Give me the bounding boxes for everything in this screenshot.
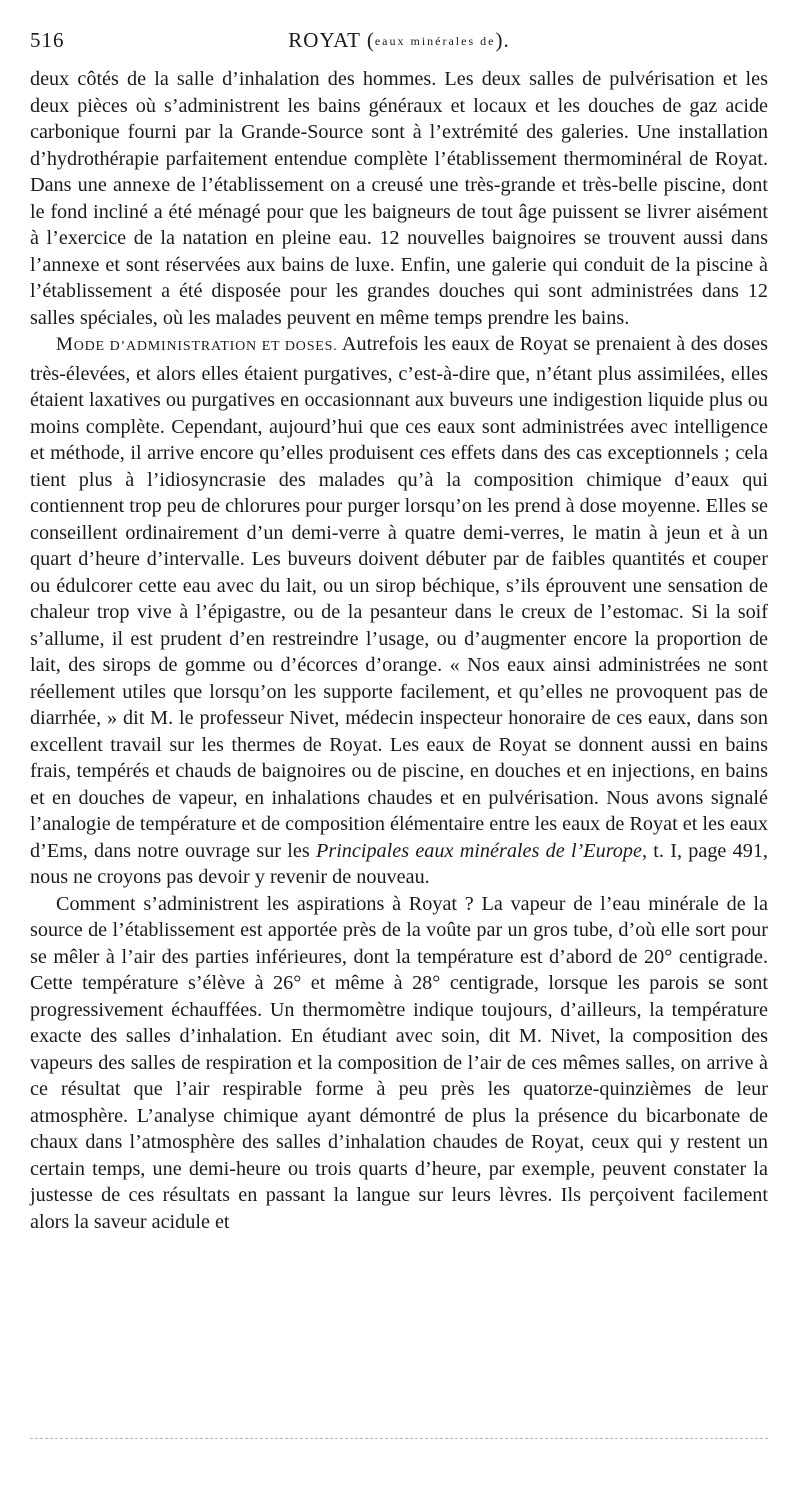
bottom-rule — [30, 1438, 768, 1439]
section-heading — [56, 334, 338, 355]
page-number: 516 — [30, 28, 65, 52]
paragraph-aspirations: Comment s’administrent les aspirations à Royat ? La vapeur de l’eau minérale de la source de l’établissement est apportée près de la voûte par un gros tube, d’où elle sort pour se mêler à l’air des parties inférieures, dont la température est d’abord de 20° centigrade. Cette température s’élève à 26° et même à 28° centigrade, lorsque les parois se sont progressivement échauffées. Un thermomètre indique toujours, d’ailleurs, la température exacte des salles d’inhalation. En étudiant avec soin, dit M. Nivet, la composition des vapeurs des salles de respiration et la composition de l’air de ces mêmes salles, on arrive à ce résultat que l’air respirable forme à peu près les quatorze-quinzièmes de leur atmosphère. L’analyse chimique ayant démontré de plus la présence du bicarbonate de chaux dans l’atmosphère des salles d’inhalation chaudes de Royat, ceux qui y restent un certain temps, une demi-heure ou trois quarts d’heure, par exemple, peuvent constater la justesse de ces résultats en passant la langue sur leurs lèvres. Ils perçoivent facilement alors la saveur acidule et — [30, 892, 768, 1233]
running-head — [30, 28, 768, 58]
running-title — [30, 28, 768, 53]
document-page — [30, 28, 768, 1468]
body-text — [30, 66, 768, 1235]
paragraph-text-a: Autrefois les eaux de Royat se prenaient à des doses très-élevées, et alors elles étaient purgatives, c’est-à-dire que, n’étant plus assimilées, elles étaient laxatives ou purgatives en occasionnant aux buveurs une indigestion liquide plus ou moins complète. Cependant, aujourd’hui que ces eaux sont administrées avec intelligence et méthode, il arrive encore qu’elles produisent ces effets dans des cas exceptionnels ; cela tient plus à l’idiosyncrasie des malades qu’à la composition chimique d’eaux qui contiennent trop peu de chlorures pour purger lorsqu’on les prend à dose moyenne. Elles se conseillent ordinairement d’un demi-verre à quatre demi-verres, le matin à jeun et à un quart d’heure d’intervalle. Les buveurs doivent débuter par de faibles quantités et couper ou édulcorer cette eau avec du lait, ou un sirop béchique, s’ils éprouvent une sensation de chaleur trop vive à l’épigastre, ou de la pesanteur dans le creux de l’estomac. Si la soif s’allume, il est prudent d’en restreindre l’usage, ou d’augmenter encore la proportion de lait, des sirops de gomme ou d’écorces d’orange. « Nos eaux ainsi administrées ne sont réellement utiles que lorsqu’on les supporte facilement, et qu’elles ne provoquent pas de diarrhée, » dit M. le professeur Nivet, médecin inspecteur honoraire de ces eaux, dans son excellent travail sur les thermes de Royat. Les eaux de Royat se donnent aussi en bains frais, tempérés et chauds de baignoires ou de piscine, en douches et en injections, en bains et en douches de vapeur, en inhalations chaudes et en pulvérisation. Nous avons signalé l’analogie de température et de composition élémentaire entre les eaux de Royat et les eaux d’Ems, dans notre ouvrage sur les — [30, 333, 769, 862]
running-title-small: eaux minérales de — [374, 34, 496, 48]
paragraph-administration — [30, 331, 768, 891]
section-heading-rest: ODE D’ADMINISTRATION ET DOSES. — [73, 339, 338, 354]
running-title-main: ROYAT ( — [288, 28, 375, 52]
running-title-close: ). — [495, 28, 510, 52]
paragraph-text-b: , t. I, page 491, nous ne croyons pas devoir y revenir de nouveau. — [30, 839, 768, 888]
section-heading-initial: M — [56, 334, 74, 355]
book-title: Principales eaux minérales de l’Europe — [316, 839, 642, 862]
paragraph-continued: deux côtés de la salle d’inhalation des hommes. Les deux salles de pulvérisation et les deux pièces où s’administrent les bains généraux et locaux et les douches de gaz acide carbonique fourni par la Grande-Source sont à l’extrémité des galeries. Une installation d’hydrothérapie parfaitement entendue complète l’établissement thermominéral de Royat. Dans une annexe de l’établissement on a creusé une très-grande et très-belle piscine, dont le fond incliné a été ménagé pour que les baigneurs de tout âge puissent se livrer aisément à l’exercice de la natation en pleine eau. 12 nouvelles baignoires se trouvent aussi dans l’annexe et sont réservées aux bains de luxe. Enfin, une galerie qui conduit de la piscine à l’établissement a été disposée pour les grandes douches qui sont administrées dans 12 salles spéciales, où les malades peuvent en même temps prendre les bains. — [30, 68, 768, 329]
